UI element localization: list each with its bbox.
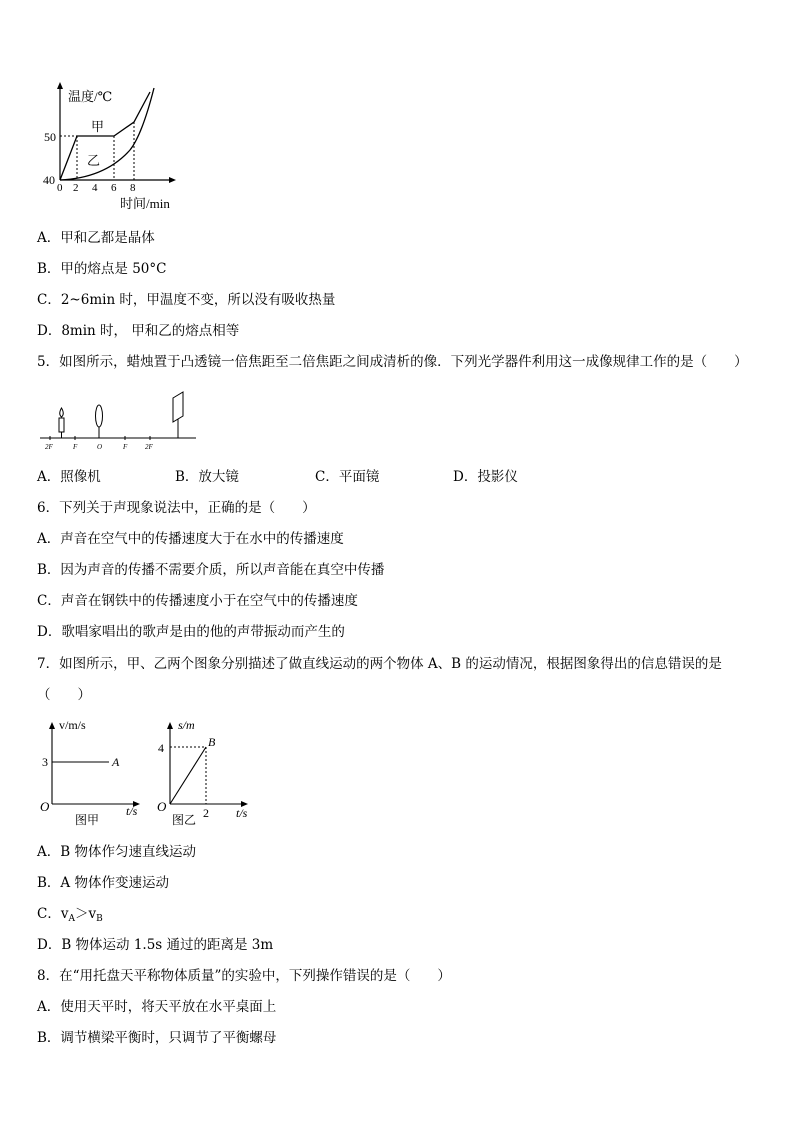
q7-stem-cont: （ ） (37, 687, 91, 703)
q5-option-b: B．放大镜 (175, 469, 239, 485)
bench-label-f-right: F (123, 443, 128, 451)
candle-icon (59, 418, 64, 432)
x-tick-0: 0 (57, 182, 63, 194)
q8-stem: 8．在“用托盘天平称物体质量”的实验中，下列操作错误的是（ ） (37, 968, 451, 984)
x-value-label: 2 (203, 806, 209, 820)
bench-label-2f-right: 2F (145, 443, 153, 451)
line-b (170, 747, 206, 804)
caption-jia: 图甲 (75, 813, 100, 827)
graph-jia (38, 716, 146, 828)
q8-option-a: A．使用天平时，将天平放在水平桌面上 (37, 999, 277, 1015)
q7-option-c-mid: ＞v (74, 906, 97, 922)
x-axis-label: t/s (126, 804, 138, 818)
q4-option-b: B．甲的熔点是 50°C (37, 261, 167, 277)
optical-bench-diagram (36, 386, 202, 452)
y-tick-40: 40 (43, 173, 55, 187)
x-tick-8: 8 (130, 182, 136, 194)
q7-option-c (37, 905, 103, 928)
q5-stem: 5．如图所示，蜡烛置于凸透镜一倍焦距至二倍焦距之间成清析的像．下列光学器件利用这一成像规律工作的是（ ） (37, 354, 748, 370)
q7-option-a: A．B 物体作匀速直线运动 (37, 844, 196, 860)
graph-yi (152, 716, 256, 828)
x-tick-6: 6 (111, 182, 117, 194)
q7-option-d: D．B 物体运动 1.5s 通过的距离是 3m (37, 937, 274, 953)
q6-option-d: D．歌唱家唱出的歌声是由的他的声带振动而产生的 (37, 624, 345, 640)
y-axis-label: 温度/℃ (68, 89, 113, 104)
x-axis-label: t/s (236, 806, 248, 820)
x-tick-4: 4 (92, 182, 98, 194)
q5-option-c: C．平面镜 (315, 469, 380, 485)
curve-jia-label: 甲 (91, 119, 105, 134)
q8-option-b: B．调节横梁平衡时，只调节了平衡螺母 (37, 1030, 277, 1046)
x-tick-2: 2 (73, 182, 79, 194)
q4-option-c: C．2~6min 时，甲温度不变，所以没有吸收热量 (37, 292, 336, 308)
q7-option-c-prefix: C．v (37, 906, 69, 922)
q4-option-d: D．8min 时， 甲和乙的熔点相等 (37, 323, 240, 339)
bench-label-2f-left: 2F (45, 443, 53, 451)
melting-graph (30, 80, 190, 212)
q6-option-c: C．声音在钢铁中的传播速度小于在空气中的传播速度 (37, 593, 358, 609)
q7-option-b: B．A 物体作变速运动 (37, 875, 169, 891)
curve-yi-label: 乙 (87, 153, 101, 168)
q7-option-c-sub-b: B (96, 914, 103, 924)
caption-yi: 图乙 (172, 813, 197, 827)
q5-option-d: D．投影仪 (453, 469, 518, 485)
screen-icon (173, 392, 183, 422)
q5-option-a: A．照像机 (37, 469, 101, 485)
q6-option-b: B．因为声音的传播不需要介质，所以声音能在真空中传播 (37, 562, 385, 578)
y-value-label: 4 (158, 741, 164, 755)
y-axis-label: s/m (178, 718, 195, 732)
q7-option-c-sub-a: A (68, 914, 75, 924)
bench-label-o: O (97, 443, 103, 451)
x-axis-label: 时间/min (120, 196, 170, 211)
y-axis-label: v/m/s (59, 718, 86, 732)
y-tick-50: 50 (44, 130, 56, 144)
origin-label: O (40, 799, 50, 814)
flame-icon (60, 408, 64, 417)
origin-label: O (157, 799, 167, 814)
q7-stem: 7．如图所示，甲、乙两个图象分别描述了做直线运动的两个物体 A、B 的运动情况，根据图象得出的信息错误的是 (37, 656, 722, 672)
line-a-label: A (112, 755, 120, 769)
value-label-3: 3 (42, 755, 48, 769)
q4-option-a: A．甲和乙都是晶体 (37, 230, 155, 246)
q6-option-a: A．声音在空气中的传播速度大于在水中的传播速度 (37, 531, 344, 547)
y-axis-arrow (57, 82, 63, 89)
line-b-label: B (208, 735, 216, 749)
q6-stem: 6．下列关于声现象说法中，正确的是（ ） (37, 500, 316, 516)
bench-label-f-left: F (73, 443, 78, 451)
convex-lens-icon (96, 405, 103, 427)
x-axis-arrow (169, 177, 176, 183)
